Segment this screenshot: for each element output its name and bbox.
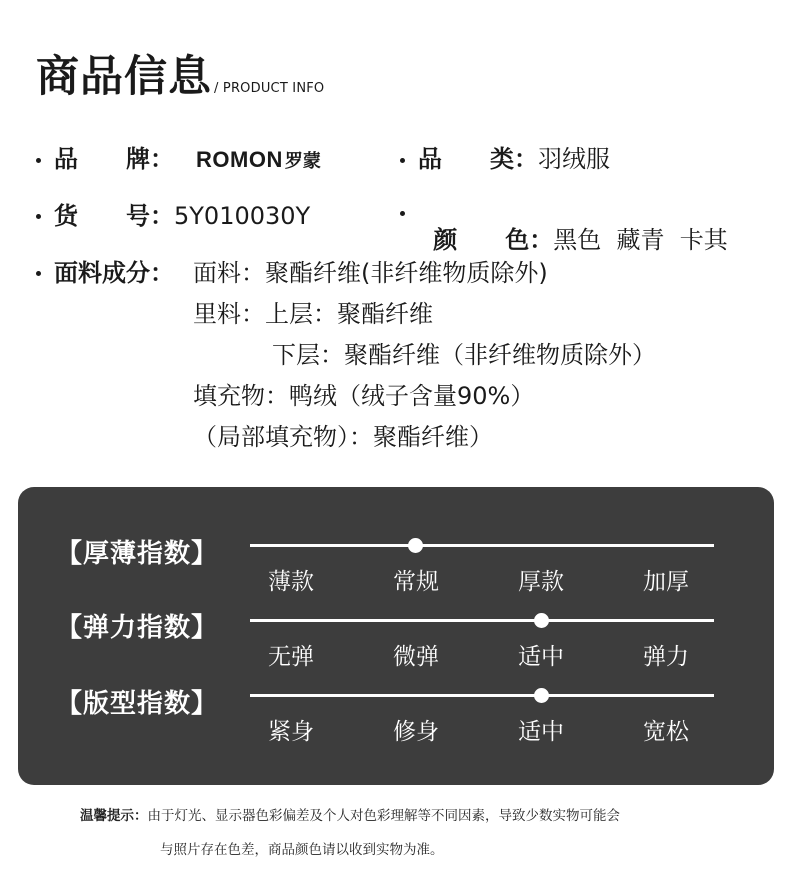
slider-knob <box>534 688 549 703</box>
item-no-label: 货 号： <box>54 202 174 230</box>
composition-row <box>54 258 174 288</box>
fit-option: 宽松 <box>643 719 689 745</box>
title-main: 商品信息 <box>36 52 212 102</box>
composition-line: （局部填充物）：聚酯纤维） <box>193 423 493 451</box>
note-line-1 <box>80 804 620 824</box>
elasticity-option: 微弹 <box>393 644 439 670</box>
fit-option: 修身 <box>393 719 439 745</box>
brand-value <box>196 144 321 177</box>
composition-line: 面料：聚酯纤维(非纤维物质除外) <box>193 259 548 287</box>
slider-knob <box>408 538 423 553</box>
thickness-option: 常规 <box>393 569 439 595</box>
elasticity-option: 适中 <box>518 644 564 670</box>
elasticity-option: 无弹 <box>268 644 314 670</box>
fit-option: 适中 <box>518 719 564 745</box>
bullet-dot <box>36 158 41 163</box>
composition-line: 下层：聚酯纤维（非纤维物质除外） <box>272 341 656 369</box>
bullet-dot <box>400 211 405 216</box>
slider-knob <box>534 613 549 628</box>
brand-logo: ROMON <box>196 147 283 172</box>
category-label: 品 类： <box>418 145 538 173</box>
category-value: 羽绒服 <box>538 145 610 173</box>
note-text-1: 由于灯光、显示器色彩偏差及个人对色彩理解等不同因素，导致少数实物可能会 <box>147 808 620 824</box>
brand-logo-cn: 罗蒙 <box>284 151 321 172</box>
elasticity-option: 弹力 <box>643 644 689 670</box>
elasticity-slider <box>250 619 714 622</box>
title-subtitle: / PRODUCT INFO <box>214 81 325 96</box>
thickness-option: 加厚 <box>643 569 689 595</box>
category-row <box>418 144 610 174</box>
note-line-2: 与照片存在色差，商品颜色请以收到实物为准。 <box>160 842 444 858</box>
fit-index-title: 【版型指数】 <box>56 689 219 719</box>
brand-row <box>54 144 174 174</box>
item-no-row <box>54 201 310 231</box>
bullet-dot <box>36 271 41 276</box>
bullet-dot <box>400 158 405 163</box>
color-value: 黑色 藏青 卡其 <box>553 226 728 254</box>
note-label: 温馨提示： <box>80 808 148 824</box>
item-no-value: 5Y010030Y <box>174 202 311 230</box>
bullet-dot <box>36 214 41 219</box>
thickness-index-title: 【厚薄指数】 <box>56 539 219 569</box>
elasticity-index-title: 【弹力指数】 <box>56 613 219 643</box>
color-row <box>418 195 728 255</box>
brand-label: 品 牌： <box>54 145 174 173</box>
composition-label: 面料成分： <box>54 259 174 287</box>
thickness-option: 薄款 <box>268 569 314 595</box>
fit-slider <box>250 694 714 697</box>
index-panel <box>18 487 774 785</box>
composition-line: 里料：上层：聚酯纤维 <box>193 300 433 328</box>
page-title <box>36 52 325 102</box>
fit-option: 紧身 <box>268 719 314 745</box>
thickness-option: 厚款 <box>518 569 564 595</box>
color-label: 颜 色： <box>433 226 554 254</box>
thickness-slider <box>250 544 714 547</box>
composition-line: 填充物：鸭绒（绒子含量90%） <box>193 382 535 410</box>
